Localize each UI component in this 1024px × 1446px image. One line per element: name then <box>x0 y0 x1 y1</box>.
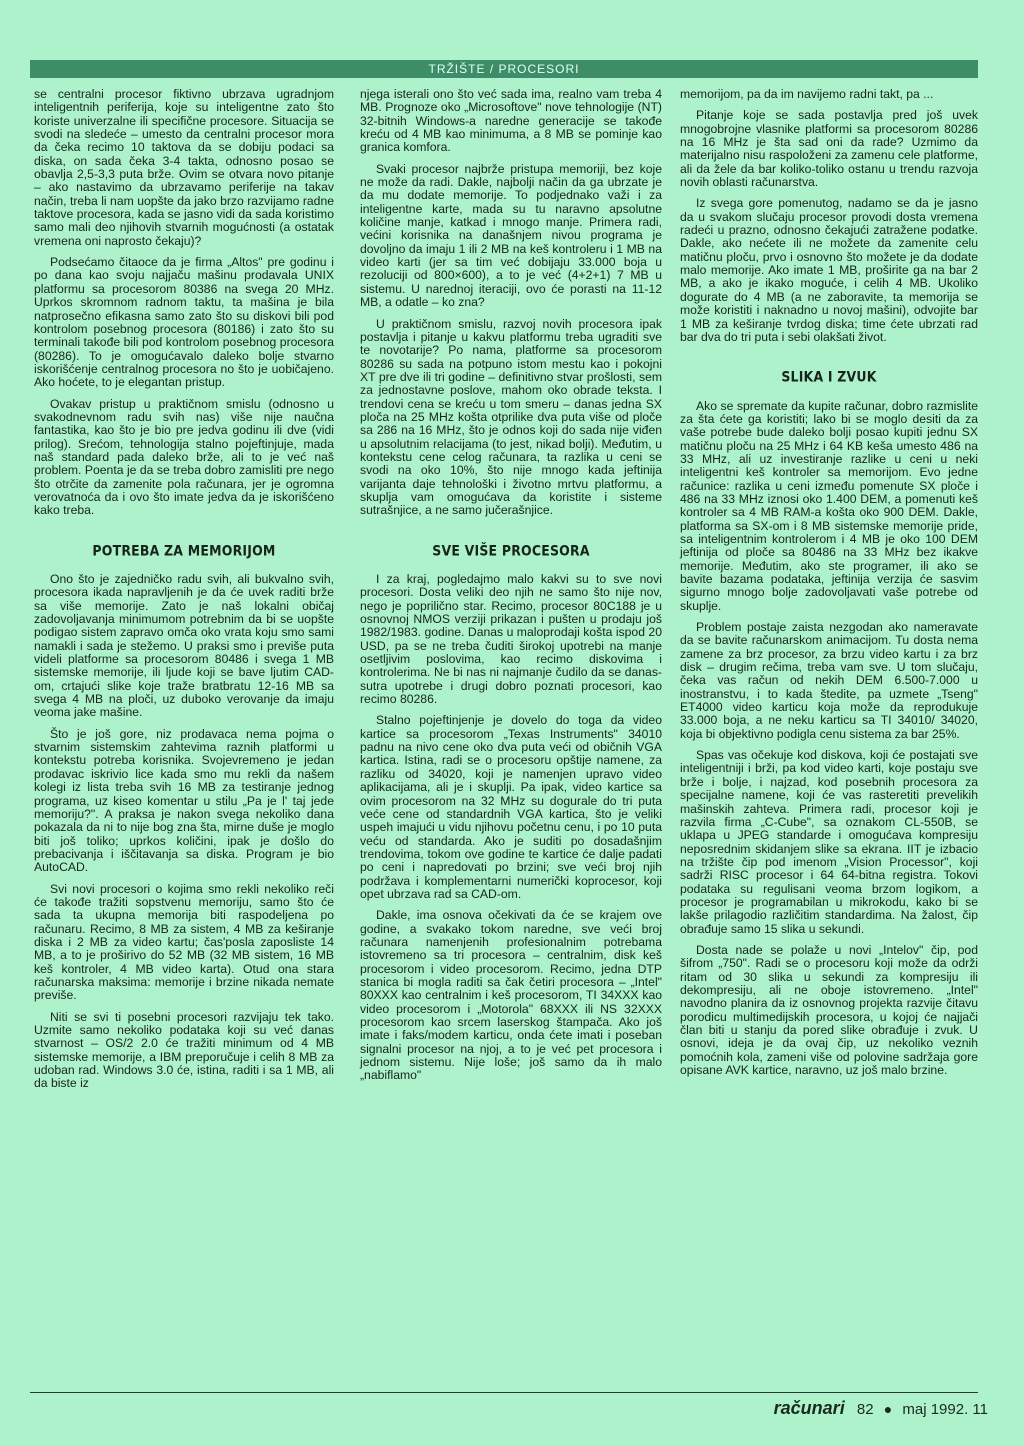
paragraph: U praktičnom smislu, razvoj novih procesora ipak postavlja i pitanje u kakvu platformu treba ugraditi sve te novotarije? Po nama, platforme sa procesorom 80286 su sada na potpuno istom mestu kao i pokojni XT pre dve ili tri godine – definitivno stvar prošlosti, sem za jednostavne poslove, mahom oko obrade teksta. I trendovi cena se kreću u tom smeru – danas jedna SX ploča na 25 MHz košta otprilike dva puta više od ploče sa 286 na 16 MHz, što je odnos koji do sada nije viđen u apsolutnim relacijama (to jest, nikad bolji). Međutim, u kontekstu cene celog računara, ta razlika u ceni se svodi na oko 10%, što nije mnogo kada jeftinija varijanta daje tehnološki i životno mrtvu platformu, a skuplja vam omogućava da koristite i sisteme sutrašnjice, a ne samo jučerašnjice. <box>360 316 662 518</box>
paragraph: Ono što je zajedničko radu svih, ali bukvalno svih, procesora ikada napravljenih je da će uvek raditi brže sa više memorije. Zato je naš lokalni običaj zadovoljavanja minimumom potrebnim da bi se uopšte podigao sistem zapravo omča oko vrata koju smo sami namakli i sada je stežemo. U praksi smo i previše puta videli platforme sa procesorom 80486 i svega 1 MB sistemske memorije, ili ljude koji se bave ljutim CAD-om, crtajući slike koje traže bratbratu 12-16 MB sa svega 4 MB na ploči, uz duboko verovanje da imaju veoma jake mašine. <box>34 572 334 720</box>
column-1 <box>34 88 334 1099</box>
column-3 <box>680 88 978 1085</box>
section-heading: SLIKA I ZVUK <box>781 368 877 386</box>
paragraph: Svaki procesor najbrže pristupa memoriji, bez koje ne može da radi. Dakle, najbolji način da ga ubrzate je da mu dodate memorije. To podjednako važi i za inteligentne karte, mada su tu naravno apsolutne količine manje, katkad i mnogo manje. Primera radi, većini korisnika na današnjem nivou programa je dovoljno da imaju 1 ili 2 MB na keš kontroleru i 1 MB na video karti (jer sa tim već dobijaju 33.000 boja u rezoluciji od 800×600), a to je već (4+2+1) 7 MB u sistemu. U narednoj iteraciji, ovo će porasti na 11-12 MB, a odatle – ko zna? <box>360 161 662 310</box>
section-heading: POTREBA ZA MEMORIJOM <box>92 541 276 559</box>
paragraph: Ovakav pristup u praktičnom smislu (odnosno u svakodnevnom radu svih nas) više nije naučna fantastika, kao što je bio pre jedva godinu ili dve (vidi prilog). Srećom, tehnologija stalno pojeftinjuje, mada naš standard pada daleko brže, ali to je već naš problem. Poenta je da se treba dobro zamisliti pre nego što otrčite da zamenite pola računara, jer je ogromna verovatnoća da i ovo što imate jedva da je iskorišćeno kako treba. <box>34 396 334 518</box>
paragraph: Pitanje koje se sada postavlja pred još uvek mnogobrojne vlasnike platformi sa procesorom 80286 na 16 MHz je šta sad oni da rade? Uzmimo da materijalno nisu raspoloženi za zamenu cele platforme, ali da žele da bar koliko-toliko ostanu u trendu razvoja novih oblasti računarstva. <box>680 108 978 190</box>
issue-date: maj 1992. <box>902 1401 969 1418</box>
paragraph: Svi novi procesori o kojima smo rekli nekoliko reči će takođe tražiti sopstvenu memoriju, samo što će sada ta ukupna memorija biti raspodeljena po računaru. Recimo, 8 MB za sistem, 4 MB za keširanje diska i 2 MB za video kartu; čas'posla zaposliste 14 MB, a to je proširivo do 52 MB (32 MB sistem, 16 MB keš kontroler, 4 MB video karta). Otud ona stara računarska maksima: memorije i brzine nikada nemate previše. <box>34 881 334 1003</box>
paragraph: Podsećamo čitaoce da je firma „Altos" pre godinu i po dana kao svoju najjaču mašinu prodavala UNIX platformu sa procesorom 80386 na svega 20 MHz. Uprkos skromnom radnom taktu, ta mašina je bila natprosečno efikasna samo zato što su diskovi bili pod kontrolom posebnog procesora (80186) i zato što su terminali takođe bili pod kontrolom posebnog procesora (80286). To je omogućavalo daleko bolje stvarno iskorišćenje centralnog procesora no što je uobičajeno. Ako hoćete, to je elegantan pristup. <box>34 255 334 390</box>
paragraph: Ako se spremate da kupite računar, dobro razmislite za šta ćete ga koristiti; lako bi se moglo desiti da za vaše potrebe bude daleko bolji posao kupiti jednu SX matičnu ploču na 25 MHz i 64 KB keša umesto 486 na 33 MHz, ali uz investiranje razlike u ceni u neki inteligentni keš kontroler sa memorijom. Evo jedne računice: razlika u ceni između pomenute SX ploče i 486 na 33 MHz iznosi oko 1.400 DEM, a pomenuti keš kontroler sa 4 MB RAM-a košta oko 900 DEM. Dakle, platforma sa SX-om i 8 MB sistemske memorije pride, sa inteligentnim kontrolerom i 4 MB je oko 100 DEM jeftinija od ploče sa 80486 na 33 MHz bez ikakve memorije. Međutim, ako ste programer, ili ako se bavite bazama podataka, jeftinija verzija će sasvim sigurno mnogo bolje zadovoljavati vaše potrebe od skuplje. <box>680 398 978 613</box>
paragraph: Dakle, ima osnova očekivati da će se krajem ove godine, a svakako tokom naredne, sve veći broj računara namenjenih profesionalnim potrebama istovremeno sa tri procesora – centralnim, disk keš procesorom i video procesorom. Recimo, jedna DTP stanica bi mogla raditi sa čak četiri procesora – „Intel" 80XXX kao centralnim i keš procesorom, TI 34XXX kao video procesorom i „Motorola" 68XXX ili NS 32XXX procesorom kao srcem laserskog štampača. Ako još imate i faks/modem karticu, onda ćete imati i poseban signalni procesor na njoj, a to je već pet procesora i jednom sistemu. Nije loše; još samo da ih malo „nabiflamo" <box>360 908 662 1083</box>
section-header: TRŽIŠTE / PROCESORI <box>30 60 978 78</box>
paragraph: Problem postaje zaista nezgodan ako nameravate da se bavite računarskom animacijom. Tu dosta nema zamene za brz procesor, za brzu video kartu i za brz disk – drugim rečima, treba vam sve. U tom slučaju, čeka vas račun od nekih DEM 6.500-7.000 u inostranstvu, i to kada štedite, pa uzmete „Tseng" ET4000 video karticu koja može da reprodukuje 33.000 boja, a ne neku karticu sa TI 34010/ 34020, koja bi objektivno podigla cenu sistema za bar 25%. <box>680 620 978 741</box>
bullet-icon: ● <box>883 1401 893 1417</box>
paragraph: Spas vas očekuje kod diskova, koji će postajati sve inteligentniji i brži, pa kod video karti, koje postaju sve brže i bolje, i najzad, kod posebnih procesora za specijalne namene, koji će vas rasteretiti prevelikih mašinskih zahteva. Primera radi, procesor koji je razvila firma „C-Cube", sa oznakom CL-550B, se uklapa u JPEG standarde i omogućava kompresiju neposrednim skidanjem slike sa ekrana. IIT je izbacio na tržište čip pod imenom „Vision Processor", koji sadrži RISC procesor i 64 64-bitna registra. Tokovi podataka su regulisani veoma brzom logikom, a procesor je programabilan u mikrokodu, kako bi se lakše prilagodio različitim standardima. Na žalost, čip obrađuje samo 15 slika u sekundi. <box>680 748 978 936</box>
page-footer <box>774 1398 988 1419</box>
paragraph: Dosta nade se polaže u novi „Intelov" čip, pod šifrom „750". Radi se o procesoru koji može da održi ritam od 30 slika u sekundi za kompresiju ili dekompresiju, ali ne oboje istovremeno. „Intel" navodno planira da iz osnovnog projekta razvije čitavu porodicu multimedijskih procesora, u kojoj će najjači član biti u stanju da pored slike obrađuje i zvuk. U osnovi, ideja je da ovaj čip, uz nekoliko veznih pomoćnih kola, zameni više od polovine sadržaja gore opisane AVK kartice, naravno, uz još malo brzine. <box>680 942 978 1078</box>
paragraph: Niti se svi ti posebni procesori razvijaju tek tako. Uzmite samo nekoliko podataka koji su već danas stvarnost – OS/2 2.0 će tražiti minimum od 4 MB sistemske memorije, a IBM preporučuje i celih 8 MB za udoban rad. Windows 3.0 će, istina, raditi i sa 1 MB, ali da biste iz <box>34 1009 334 1091</box>
paragraph: I za kraj, pogledajmo malo kakvi su to sve novi procesori. Dosta veliki deo njih ne samo što nije nov, nego je poprilično star. Recimo, procesor 80C188 je u osnovnoj NMOS verziji prikazan i pušten u prodaju još 1982/1983. godine. Danas u maloprodaji košta ispod 20 USD, pa se ne treba čuditi širokoj upotrebi na manje osetljivim poslovima, kao recimo diskovima i kontrolerima. Ne bi nas ni najmanje čudilo da se danas-sutra upotrebe i drugi dobro poznati procesori, kao recimo 80286. <box>360 572 662 707</box>
paragraph: se centralni procesor fiktivno ubrzava ugradnjom inteligentnih periferija, koje su inteligentne zato što koriste univerzalne ili specifične procesore. Situacija se svodi na sledeće – umesto da centralni procesor mora da čeka recimo 10 taktova da se dobiju podaci sa diska, on sada čeka 3-4 takta, odnosno posao se obavlja 2,5-3,3 puta brže. Ovim se otvara novo pitanje – ako nastavimo da ubrzavamo periferije na takav način, treba li nam uopšte da jako brzo razvijamo radne taktove procesora, kada se jasno vidi da sada koristimo samo mali deo njihovih stvarnih mogućnosti (a ostatak vremena oni naprosto čekaju)? <box>34 87 334 248</box>
magazine-logo: računari <box>773 1398 845 1418</box>
paragraph: Što je još gore, niz prodavaca nema pojma o stvarnim sistemskim zahtevima raznih platformi u kontekstu potreba korisnika. Svojevremeno je jedan prodavac iskrivio lice kada smo mu rekli da našem kolegi iz lista treba svih 16 MB za testiranje jednog programa, uz kiseo komentar u stilu „Pa je l' taj jede memoriju?". A praksa je nakon svega nekoliko dana pokazala da ni to nije bog zna šta, mirne duše je moglo biti još toliko; uprkos količini, ipak je došlo do prebacivanja i iščitavanja sa diska. Program je bio AutoCAD. <box>34 726 334 875</box>
footer-divider <box>30 1392 978 1393</box>
issue-number: 82 <box>856 1401 874 1418</box>
paragraph: njega isterali ono što već sada ima, realno vam treba 4 MB. Prognoze oko „Microsoftove" nove tehnologije (NT) 32-bitnih Windows-a naredne generacije se takođe kreću od 4 MB kao minimuma, a 8 MB se pominje kao granica komfora. <box>360 87 662 155</box>
paragraph: Stalno pojeftinjenje je dovelo do toga da video kartice sa procesorom „Texas Instruments" 34010 padnu na nivo cene oko dva puta veći od običnih VGA kartica. Istina, radi se o procesoru opštije namene, za razliku od 34020, koji je namenjen upravo video aplikacijama, ali je i skuplji. Pa ipak, video kartice sa ovim procesorom na 32 MHz su dogurale do tri puta veće cene od standardnih VGA kartica, što je veliki uspeh imajući u vidu njihovu početnu cenu, i po 10 puta veću od standarda. Ako je suditi po dosadašnjim trendovima, tokom ove godine te kartice će dalje padati po ceni i napredovati po brzini; sve veći broj njih podržava i komplementarni numerički koprocesor, koji opet ubrzava rad sa CAD-om. <box>360 713 662 901</box>
page-number: 11 <box>972 1401 988 1418</box>
paragraph: Iz svega gore pomenutog, nadamo se da je jasno da u svakom slučaju procesor provodi dosta vremena radeći u prazno, odnosno čekajući zatražene podatke. Dakle, ako nećete ili ne možete da zamenite celu matičnu ploču, prvo i osnovno što možete je da dodate malo memorije. Ako imate 1 MB, proširite ga na bar 2 MB, a ako je ikako moguće, i celih 4 MB. Ukoliko dogurate do 4 MB (a ne zaboravite, ta memorija se može koristiti i naknadno u novoj mašini), odvojite bar 1 MB za keširanje tvrdog diska; time ćete ubrzati rad bar dva do tri puta i sebi olakšati život. <box>680 196 978 344</box>
section-heading: SVE VIŠE PROCESORA <box>432 541 590 559</box>
column-2 <box>360 88 662 1091</box>
paragraph: memorijom, pa da im navijemo radni takt, pa ... <box>680 87 934 101</box>
